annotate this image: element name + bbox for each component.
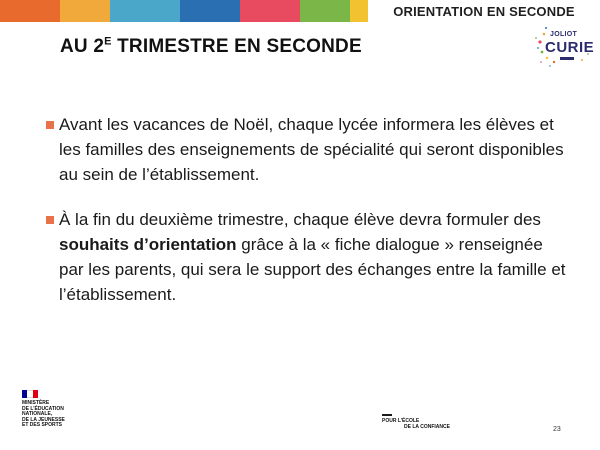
ministry-logo xyxy=(22,390,92,445)
slide-title xyxy=(60,36,362,58)
ministry-name xyxy=(22,401,92,429)
title-prefix: AU 2 xyxy=(60,36,105,57)
bullet-text-bold: souhaits d’orientation xyxy=(59,235,237,254)
ministry-line: MINISTÈRE xyxy=(22,400,50,406)
strip-segment xyxy=(0,0,60,22)
ecole-confiance-logo xyxy=(382,414,450,430)
strip-segment xyxy=(110,0,180,22)
strip-segment xyxy=(180,0,240,22)
strip-segment xyxy=(300,0,350,22)
ministry-line: ET DES SPORTS xyxy=(22,422,63,428)
bullet-list xyxy=(46,112,566,327)
school-logo xyxy=(532,22,594,70)
section-header xyxy=(368,0,600,22)
ministry-line: DE L’ÉDUCATION xyxy=(22,405,64,412)
strip-segment xyxy=(240,0,300,22)
bullet-text-before: À la fin du deuxième trimestre, chaque élève devra formuler des xyxy=(59,210,541,229)
ecole-line-2: DE LA CONFIANCE xyxy=(404,424,450,430)
title-superscript: E xyxy=(104,35,112,48)
list-item xyxy=(46,112,566,187)
list-item xyxy=(46,207,566,307)
bullet-square-icon xyxy=(46,216,54,224)
bullet-text xyxy=(59,207,566,307)
ministry-line: DE LA JEUNESSE xyxy=(22,416,65,423)
french-flag-icon xyxy=(22,390,38,398)
bullet-text-after: grâce à la « fiche dialogue » renseignée par les parents, qui sera le support des échanges entre la famille et l’établissement. xyxy=(59,235,566,304)
strip-segment xyxy=(60,0,110,22)
logo-word-joliot: JOLIOT xyxy=(550,31,578,38)
title-suffix: TRIMESTRE EN SECONDE xyxy=(111,36,362,57)
logo-underline xyxy=(560,57,574,60)
logo-word-curie: CURIE xyxy=(545,39,595,56)
section-title: ORIENTATION EN SECONDE xyxy=(393,3,575,19)
ecole-rule xyxy=(382,414,392,416)
ecole-line-1: POUR L’ÉCOLE xyxy=(382,418,420,424)
bullet-text: Avant les vacances de Noël, chaque lycée informera les élèves et les familles des enseignements de spécialité qui seront disponibles au sein de l’établissement. xyxy=(59,115,564,184)
bullet-square-icon xyxy=(46,121,54,129)
ministry-line: NATIONALE, xyxy=(22,411,53,417)
page-number: 23 xyxy=(553,426,561,433)
